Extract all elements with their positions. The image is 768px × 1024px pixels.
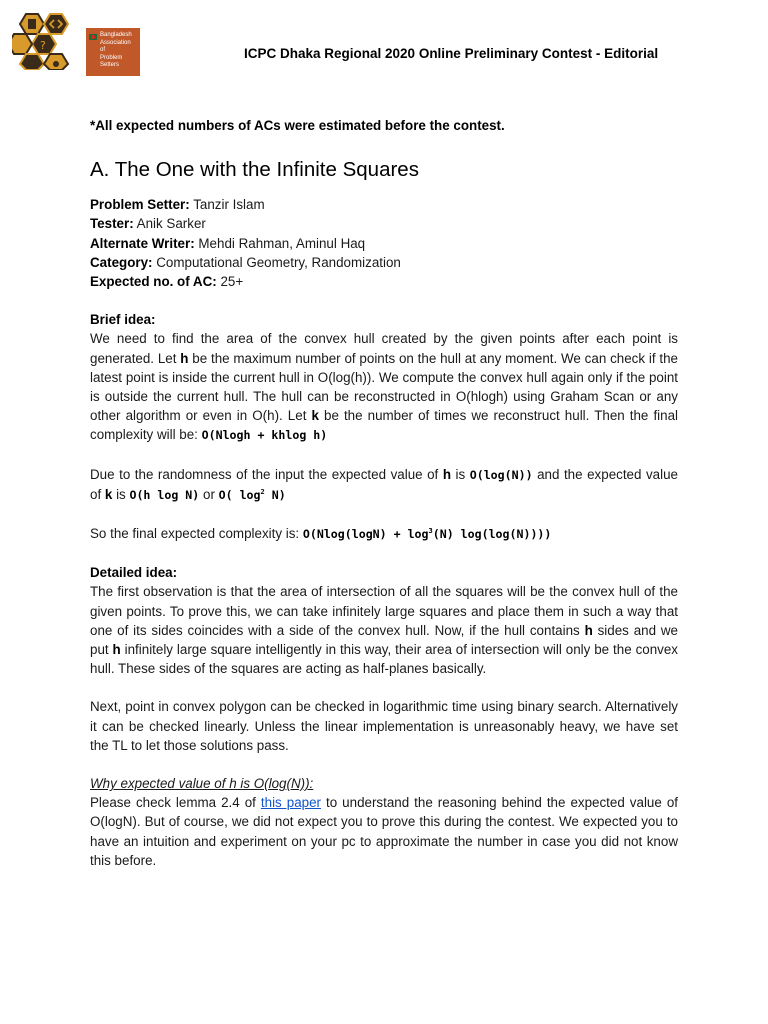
var-k: k [104,486,113,502]
text: sides and we put [90,622,678,658]
text: be the maximum number of points on the hull at any moment. We can check if the latest point is inside the current hull in O(log(h)). We compute the convex hull again only if the point is outside the current hull. The hull can be reconstructed in O(hlogh) using Graham Scan or any other algorithm or even in O(h). Let [90,350,678,424]
problem-meta [90,195,678,291]
why-expected-heading: Why expected value of h is O(log(N)): [90,776,314,792]
logo-line: Setters [100,62,120,68]
tester-value: Anik Sarker [136,216,206,232]
alt-writer-value: Mehdi Rahman, Aminul Haq [198,235,366,251]
logo-line: Problem [100,54,123,61]
brief-paragraph-2 [90,465,678,505]
brief-paragraph-1 [90,329,678,445]
text: Please check lemma 2.4 of [90,795,261,811]
hexagon-logo-icon [12,12,86,70]
logo-line: Bangladesh [100,32,132,38]
formula-part: (N) log(log(N)))) [432,527,552,542]
setter-row [90,195,678,214]
text: So the final expected complexity is: [90,526,303,542]
problem-title: A. The One with the Infinite Squares [90,158,419,182]
text: infinitely large square intelligently in this way, their area of intersection will only be the convex hull. These sides of the squares are acting as half-planes basically. [90,642,678,677]
final-complexity-formula [303,527,552,541]
expected-ac-row [90,272,678,291]
var-h: h [112,642,121,658]
bapsc-logo [12,12,130,70]
category-label: Category: [90,254,153,270]
detailed-paragraph-3 [90,793,678,870]
formula [219,488,286,502]
formula: O(log(N)) [469,467,533,482]
detailed-paragraph-1 [90,582,678,678]
text: We need to find the area of the convex hull created by the given points after each point is generated. Let [90,331,678,366]
page-header-title: ICPC Dhaka Regional 2020 Online Preliminary Contest - Editorial [244,46,659,61]
formula-part: N) [264,487,286,502]
text: The first observation is that the area of intersection of all the squares will be the convex hull of the given points. To prove this, we can take infinitely large squares and place them in such a way that one of its sides coincides with a side of the convex hull. Now, if the hull contains [90,584,678,638]
exponent: 2 [260,487,265,496]
alt-writer-label: Alternate Writer: [90,235,195,251]
logo-line: Association [100,39,131,46]
category-value: Computational Geometry, Randomization [156,254,401,270]
text: to understand the reasoning behind the expected value of O(logN). But of course, we did not expect you to prove this during the contest. We expected you to have an intuition and experiment on your pc to approximate the number in case you did not know this before. [90,795,678,868]
logo-org-name [86,28,140,76]
brief-paragraph-3 [90,524,678,544]
var-h: h [584,622,593,638]
formula: O(h log N) [129,487,200,502]
estimate-note: *All expected numbers of ACs were estimated before the contest. [90,118,505,133]
var-k: k [311,408,319,424]
editorial-body [90,116,678,870]
brief-heading: Brief idea: [90,312,156,328]
complexity-formula: O(Nlogh + khlog h) [201,428,328,443]
formula-part: O(Nlog(logN) + log [302,527,429,542]
text: be the number of times we reconstruct hull. Then the final complexity will be: [90,408,679,443]
detailed-paragraph-2: Next, point in convex polygon can be checked in logarithmic time using binary search. Alternatively it can be checked linearly. Unless the linear implementation is unreasonably heavy, we have set the TL to let those solutions pass. [90,699,678,753]
formula-part: O( log [218,487,261,502]
bangladesh-flag-icon [89,34,97,40]
setter-value: Tanzir Islam [193,197,265,213]
var-h: h [180,350,189,366]
detailed-heading: Detailed idea: [90,565,178,581]
expected-ac-value: 25+ [220,274,244,290]
text: and the expected value of [90,466,678,502]
text: Due to the randomness of the input the expected value of [90,466,443,482]
svg-text:?: ? [40,39,46,52]
paper-link[interactable]: this paper [260,795,321,811]
text: or [199,486,219,502]
setter-label: Problem Setter: [90,197,190,213]
exponent: 3 [428,527,433,536]
var-h: h [442,466,451,482]
alt-writer-row [90,234,678,253]
text: is [112,486,130,502]
text: is [451,466,470,482]
logo-line: of [100,47,106,53]
expected-ac-label: Expected no. of AC: [90,274,217,290]
tester-row [90,214,678,233]
category-row [90,253,678,272]
tester-label: Tester: [90,216,134,232]
